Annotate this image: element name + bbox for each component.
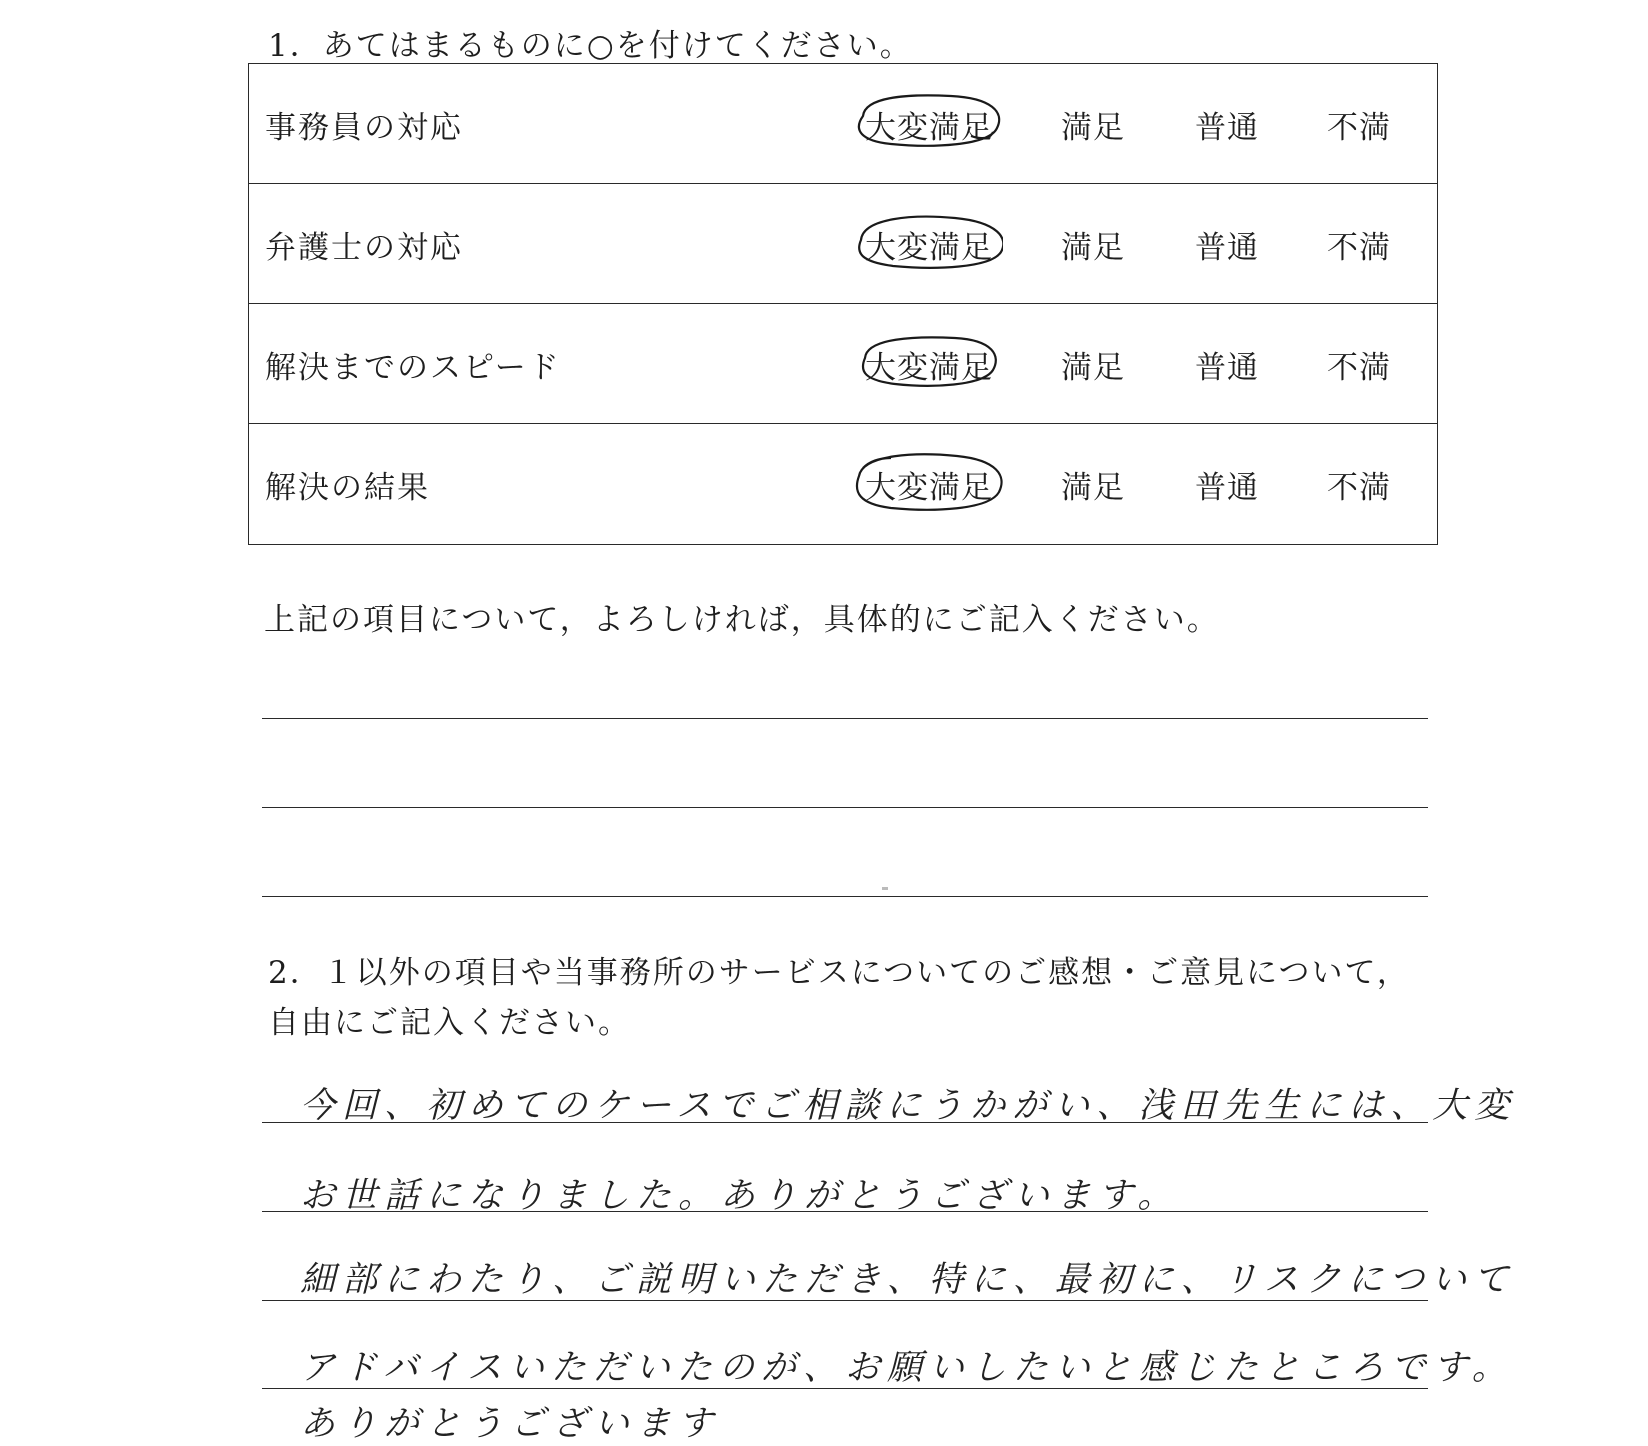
option-dissatisfied[interactable]: 不満: [1327, 110, 1391, 146]
rating-row-result: [249, 424, 1437, 544]
option-very-satisfied[interactable]: 大変満足: [865, 350, 993, 386]
option-neutral[interactable]: 普通: [1195, 230, 1259, 266]
option-satisfied[interactable]: 満足: [1061, 110, 1125, 146]
row-label: 解決の結果: [265, 470, 430, 506]
row-label: 解決までのスピード: [265, 350, 561, 386]
comment-line[interactable]: [262, 896, 1428, 897]
option-satisfied[interactable]: 満足: [1061, 230, 1125, 266]
section2-heading-line1: 2．１以外の項目や当事務所のサービスについてのご感想・ご意見について，: [268, 955, 1410, 991]
rating-row-lawyer: [249, 184, 1437, 304]
option-neutral[interactable]: 普通: [1195, 110, 1259, 146]
handwritten-line: アドバイスいただいたのが、お願いしたいと感じたところです。: [300, 1348, 1514, 1388]
option-dissatisfied[interactable]: 不満: [1327, 470, 1391, 506]
option-satisfied[interactable]: 満足: [1061, 470, 1125, 506]
handwritten-line: 細部にわたり、ご説明いただき、特に、最初に、リスクについて: [300, 1260, 1516, 1300]
option-very-satisfied[interactable]: 大変満足: [865, 230, 993, 266]
option-dissatisfied[interactable]: 不満: [1327, 230, 1391, 266]
option-neutral[interactable]: 普通: [1195, 470, 1259, 506]
handwritten-line: 今回、初めてのケースでご相談にうかがい、浅田先生には、大変: [300, 1086, 1517, 1126]
rating-table: [248, 63, 1438, 545]
answer-line[interactable]: [262, 1122, 1428, 1123]
comment-line[interactable]: [262, 718, 1428, 719]
row-label: 事務員の対応: [265, 110, 463, 146]
section1-heading: 1．あてはまるものに○を付けてください。: [268, 28, 913, 64]
handwritten-line: お世話になりました。ありがとうございます。: [300, 1176, 1180, 1216]
option-satisfied[interactable]: 満足: [1061, 350, 1125, 386]
option-dissatisfied[interactable]: 不満: [1327, 350, 1391, 386]
option-very-satisfied[interactable]: 大変満足: [865, 470, 993, 506]
rating-row-staff: [249, 64, 1437, 184]
row-label: 弁護士の対応: [265, 230, 463, 266]
answer-line[interactable]: [262, 1388, 1428, 1389]
option-neutral[interactable]: 普通: [1195, 350, 1259, 386]
section2-heading: [268, 948, 1410, 1048]
comment-line[interactable]: [262, 807, 1428, 808]
answer-line[interactable]: [262, 1300, 1428, 1301]
answer-line[interactable]: [262, 1211, 1428, 1212]
section2-heading-line2: 自由にご記入ください。: [268, 1005, 631, 1041]
scan-speck: [882, 887, 888, 890]
comment-prompt: 上記の項目について，よろしければ，具体的にご記入ください。: [264, 602, 1220, 638]
rating-row-speed: [249, 304, 1437, 424]
option-very-satisfied[interactable]: 大変満足: [865, 110, 993, 146]
handwritten-line: ありがとうございます: [300, 1404, 721, 1444]
